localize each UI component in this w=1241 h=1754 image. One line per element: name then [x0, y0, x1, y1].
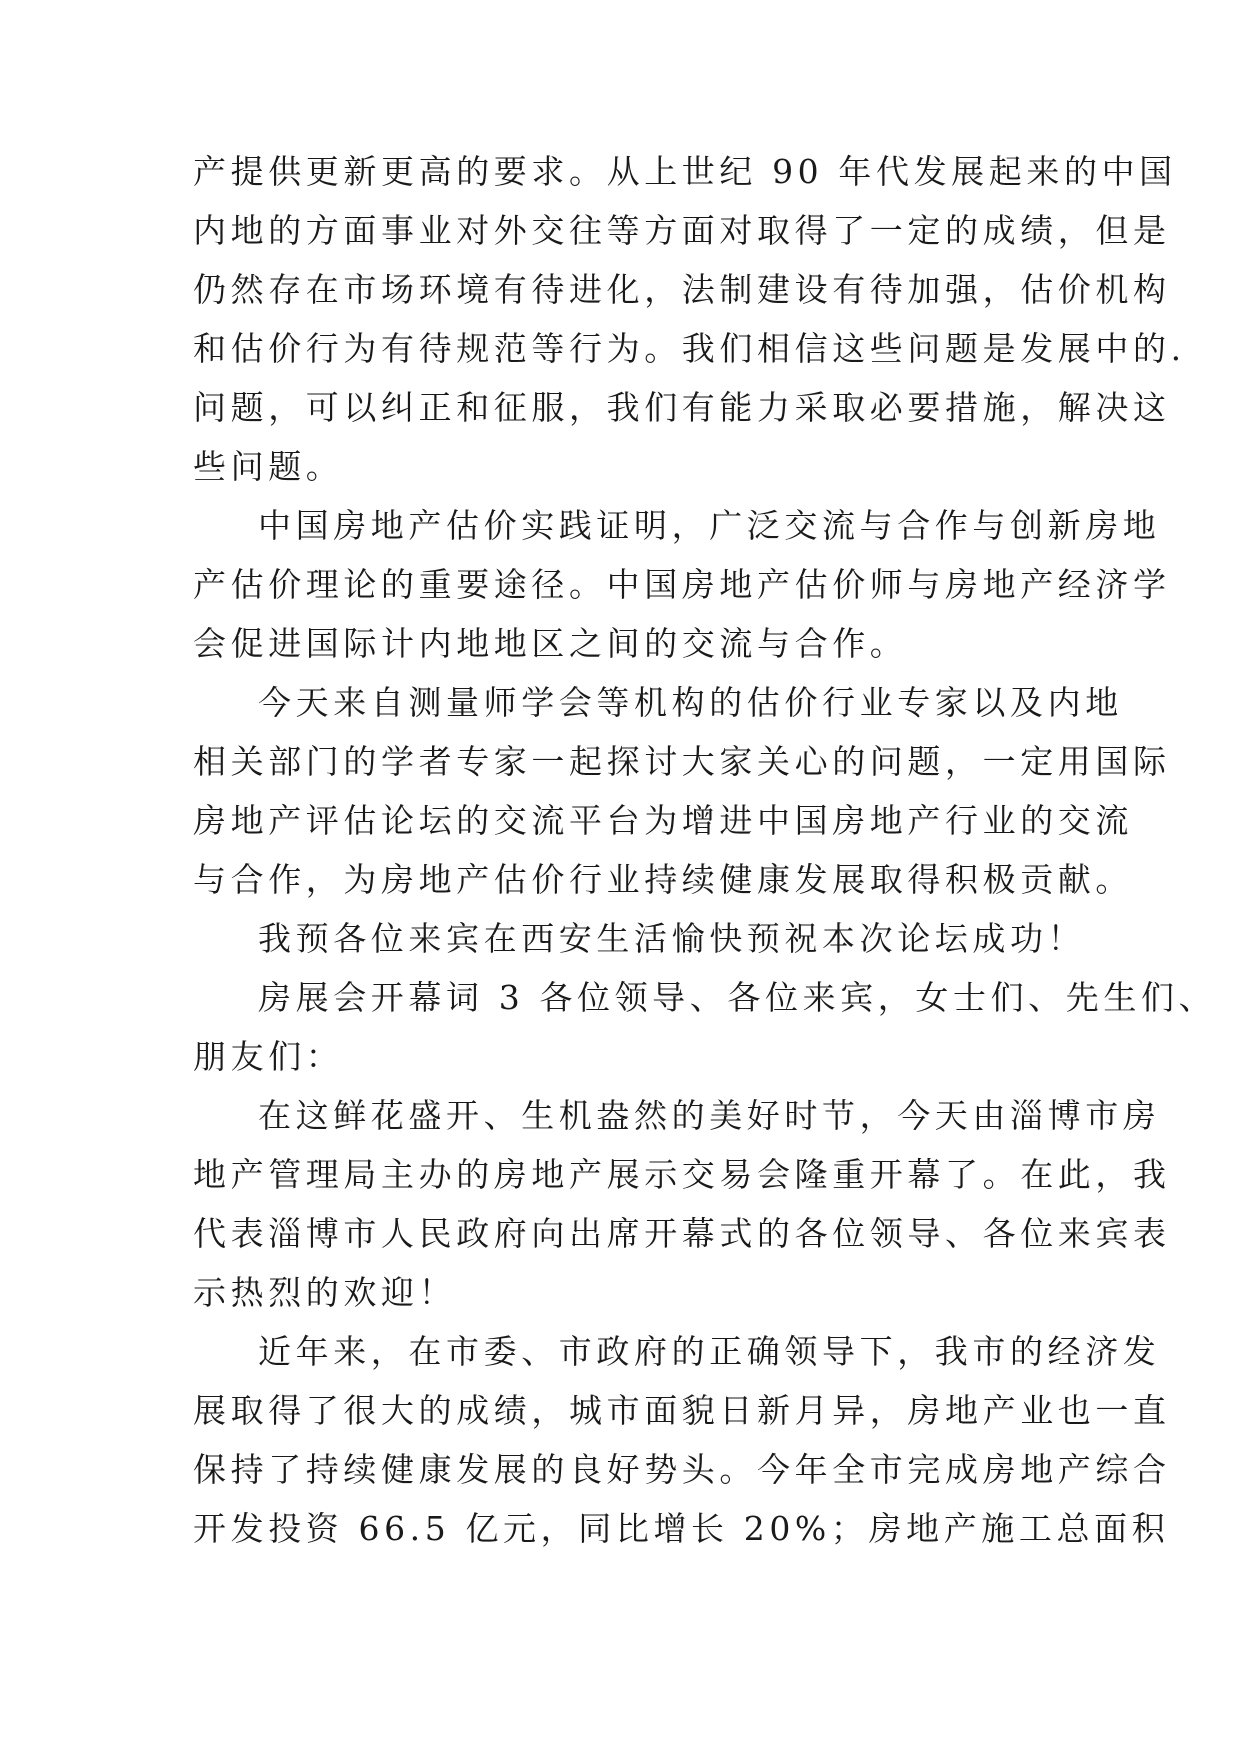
text-line: 些问题。 [193, 447, 344, 486]
text-line: 问题，可以纠正和征服，我们有能力采取必要措施，解决这 [193, 388, 1171, 427]
text-line: 相关部门的学者专家一起探讨大家关心的问题，一定用国际 [193, 742, 1171, 781]
paragraph-first-line: 近年来，在市委、市政府的正确领导下，我市的经济发 [258, 1332, 1161, 1371]
text-line: 产提供更新更高的要求。从上世纪 90 年代发展起来的中国 [193, 152, 1177, 191]
text-line: 房地产评估论坛的交流平台为增进中国房地产行业的交流 [193, 801, 1133, 840]
text-line: 仍然存在市场环境有待进化，法制建设有待加强，估价机构 [193, 270, 1171, 309]
text-line: 产估价理论的重要途径。中国房地产估价师与房地产经济学 [193, 565, 1171, 604]
paragraph-first-line: 在这鲜花盛开、生机盎然的美好时节，今天由淄博市房 [258, 1096, 1161, 1135]
paragraph-first-line: 我预各位来宾在西安生活愉快预祝本次论坛成功！ [258, 919, 1086, 958]
text-line: 朋友们： [193, 1037, 344, 1076]
text-line: 和估价行为有待规范等行为。我们相信这些问题是发展中的. [193, 329, 1186, 368]
text-line: 开发投资 66.5 亿元，同比增长 20%；房地产施工总面积 [193, 1509, 1170, 1548]
text-line: 与合作，为房地产估价行业持续健康发展取得积极贡献。 [193, 860, 1133, 899]
text-line: 展取得了很大的成绩，城市面貌日新月异，房地产业也一直 [193, 1391, 1171, 1430]
text-line: 内地的方面事业对外交往等方面对取得了一定的成绩，但是 [193, 211, 1171, 250]
paragraph-first-line: 房展会开幕词 3 各位领导、各位来宾，女士们、先生们、 [258, 978, 1217, 1017]
text-line: 代表淄博市人民政府向出席开幕式的各位领导、各位来宾表 [193, 1214, 1171, 1253]
text-line: 地产管理局主办的房地产展示交易会隆重开幕了。在此，我 [193, 1155, 1171, 1194]
text-line: 保持了持续健康发展的良好势头。今年全市完成房地产综合 [193, 1450, 1171, 1489]
paragraph-first-line: 中国房地产估价实践证明，广泛交流与合作与创新房地 [258, 506, 1161, 545]
text-line: 示热烈的欢迎！ [193, 1273, 457, 1312]
text-line: 会促进国际计内地地区之间的交流与合作。 [193, 624, 908, 663]
paragraph-first-line: 今天来自测量师学会等机构的估价行业专家以及内地 [258, 683, 1123, 722]
